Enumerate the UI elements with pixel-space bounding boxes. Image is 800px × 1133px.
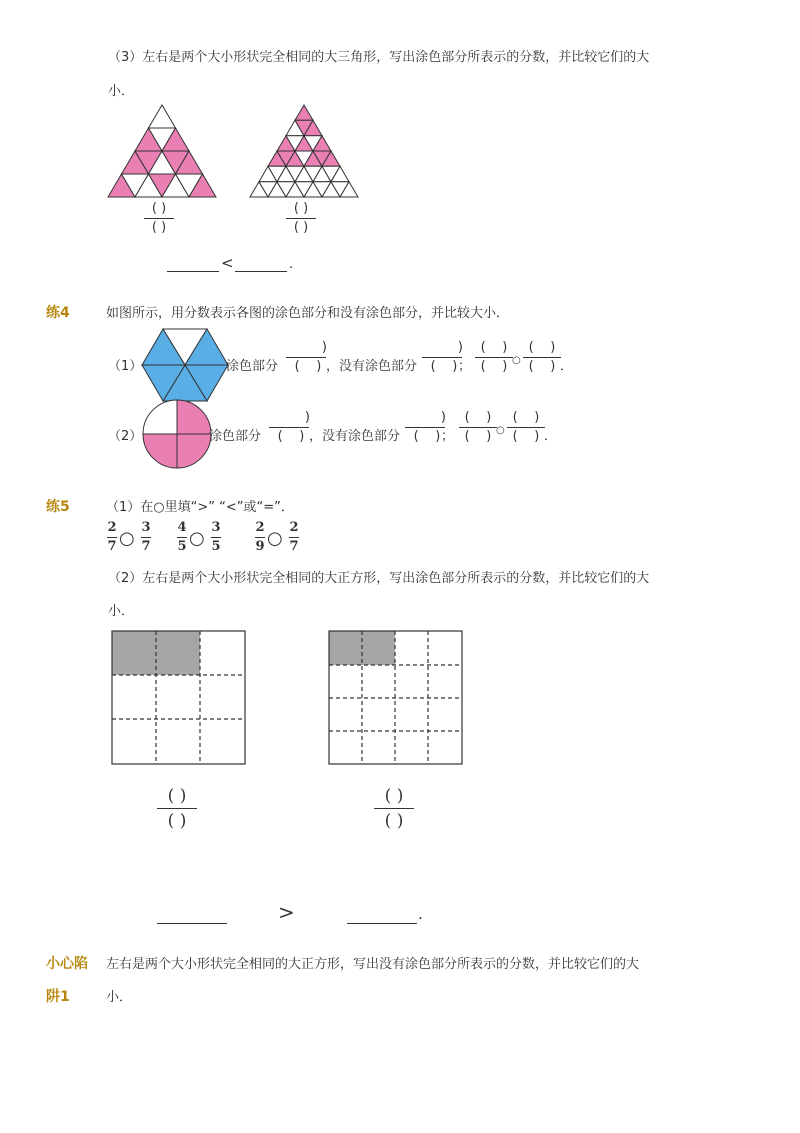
denominator: 7 <box>141 539 151 554</box>
fraction-numerator: ( ) <box>151 201 167 216</box>
end-dot: . <box>289 257 294 272</box>
fraction-bar <box>255 537 265 538</box>
compare-circle[interactable]: ○ <box>119 528 135 549</box>
end-dot: . <box>418 905 423 923</box>
answer-fraction-right[interactable] <box>284 201 318 236</box>
square-grid-left <box>111 630 247 766</box>
hexagon-figure <box>140 327 230 403</box>
compare-fraction-2a[interactable] <box>458 410 498 445</box>
fraction-bar <box>157 808 197 809</box>
square-grid-right <box>328 630 464 766</box>
section3-question-line1: （3）左右是两个大小形状完全相同的大三角形，写出涂色部分所表示的分数，并比较它们的大 <box>108 50 650 65</box>
denominator-parens: ( ) <box>277 429 305 444</box>
fraction-denominator: ( ) <box>293 220 309 235</box>
denominator-parens: ( ) <box>413 429 441 444</box>
fraction-denominator: ( ) <box>167 811 187 831</box>
fraction-numerator: ( ) <box>167 786 187 806</box>
unshaded-label-2: ，没有涂色部分 <box>309 429 401 444</box>
shaded-fraction-1[interactable] <box>285 340 327 375</box>
compare-fraction-1b[interactable] <box>522 340 562 375</box>
fraction-bar <box>286 218 316 219</box>
triangle-figure-left <box>106 104 218 200</box>
denominator: 9 <box>255 539 265 554</box>
fraction-bar <box>177 537 187 538</box>
trap-tag-line1: 小心陷 <box>46 956 88 972</box>
unshaded-fraction-2[interactable] <box>404 410 446 445</box>
denominator-parens: ( ) <box>480 359 508 374</box>
end-dot: ． <box>560 359 574 374</box>
compare-fraction <box>210 520 222 555</box>
denominator: 7 <box>289 539 299 554</box>
trap-tag-line2: 阱1 <box>46 989 70 1005</box>
compare-circle[interactable]: ○ <box>189 528 205 549</box>
compare-fraction <box>140 520 152 555</box>
exercise-tag-5: 练5 <box>46 499 70 515</box>
greater-than-sign: > <box>278 900 295 924</box>
numerator: 3 <box>141 520 151 535</box>
exercise4-intro: 如图所示，用分数表示各图的涂色部分和没有涂色部分，并比较大小． <box>106 306 510 321</box>
exercise5-q2-line2: 小． <box>108 604 135 619</box>
numerator: 2 <box>107 520 117 535</box>
numerator-parens: ( ) <box>512 410 540 425</box>
denominator-parens: ( ) <box>512 429 540 444</box>
compare-fraction <box>106 520 118 555</box>
denominator-parens: ( ) <box>430 359 458 374</box>
end-dot: ． <box>544 429 558 444</box>
numerator-parens: ( ) <box>464 410 492 425</box>
unshaded-fraction-1[interactable] <box>421 340 463 375</box>
compare-fraction <box>288 520 300 555</box>
denominator: 5 <box>177 539 187 554</box>
fraction-bar <box>286 357 326 358</box>
compare-fraction-1a[interactable] <box>474 340 514 375</box>
compare-blank-right[interactable] <box>235 255 287 272</box>
fraction-numerator: ( ) <box>384 786 404 806</box>
shaded-fraction-2[interactable] <box>268 410 310 445</box>
trap-question-line1: 左右是两个大小形状完全相同的大正方形，写出没有涂色部分所表示的分数，并比较它们的大 <box>106 957 640 972</box>
fraction-bar <box>374 808 414 809</box>
circle-figure <box>141 398 213 470</box>
paren-close: ) <box>457 340 463 355</box>
compare-circle-2[interactable]: ○ <box>496 425 505 436</box>
question-label-2: （2） <box>108 429 143 444</box>
compare-blank-right[interactable] <box>347 905 417 924</box>
answer-fraction-left[interactable] <box>154 785 200 832</box>
exercise-tag-4: 练4 <box>46 305 70 321</box>
fraction-bar <box>422 357 462 358</box>
unshaded-label-1: ，没有涂色部分 <box>326 359 418 374</box>
less-than-sign: < <box>221 254 234 272</box>
section3-question-line2: 小． <box>108 84 135 99</box>
compare-circle-1[interactable]: ○ <box>512 355 521 366</box>
numerator: 2 <box>255 520 265 535</box>
answer-fraction-right[interactable] <box>371 785 417 832</box>
compare-circle[interactable]: ○ <box>267 528 283 549</box>
compare-blank-left[interactable] <box>157 905 227 924</box>
exercise5-q2-line1: （2）左右是两个大小形状完全相同的大正方形，写出涂色部分所表示的分数，并比较它们的大 <box>108 571 650 586</box>
trap-question-line2: 小． <box>106 990 133 1005</box>
shaded-label-1: 涂色部分 <box>226 359 279 374</box>
fraction-numerator: ( ) <box>293 201 309 216</box>
compare-fraction <box>254 520 266 555</box>
paren-close: ) <box>304 410 310 425</box>
denominator: 5 <box>211 539 221 554</box>
numerator-parens: ( ) <box>480 340 508 355</box>
compare-blank-left[interactable] <box>167 255 219 272</box>
numerator-parens: ( ) <box>528 340 556 355</box>
semicolon: ； <box>458 359 472 374</box>
numerator: 2 <box>289 520 299 535</box>
triangle-figure-right <box>248 104 360 200</box>
answer-fraction-left[interactable] <box>142 201 176 236</box>
denominator-parens: ( ) <box>528 359 556 374</box>
compare-fraction-2b[interactable] <box>506 410 546 445</box>
fraction-denominator: ( ) <box>151 220 167 235</box>
fraction-bar <box>141 537 151 538</box>
fraction-bar <box>144 218 174 219</box>
fraction-denominator: ( ) <box>384 811 404 831</box>
paren-close: ) <box>440 410 446 425</box>
denominator: 7 <box>107 539 117 554</box>
paren-close: ) <box>321 340 327 355</box>
exercise5-q1: （1）在○里填“>” “<”或“=”． <box>106 500 294 515</box>
fraction-bar <box>269 427 309 428</box>
numerator: 4 <box>177 520 187 535</box>
denominator-parens: ( ) <box>294 359 322 374</box>
fraction-bar <box>107 537 117 538</box>
denominator-parens: ( ) <box>464 429 492 444</box>
question-label-1: （1） <box>108 359 143 374</box>
fraction-bar <box>211 537 221 538</box>
shaded-label-2: 涂色部分 <box>209 429 262 444</box>
numerator: 3 <box>211 520 221 535</box>
fraction-bar <box>507 427 545 428</box>
fraction-bar <box>405 427 445 428</box>
fraction-bar <box>459 427 497 428</box>
fraction-bar <box>289 537 299 538</box>
semicolon: ； <box>441 429 455 444</box>
compare-fraction <box>176 520 188 555</box>
fraction-bar <box>523 357 561 358</box>
fraction-bar <box>475 357 513 358</box>
